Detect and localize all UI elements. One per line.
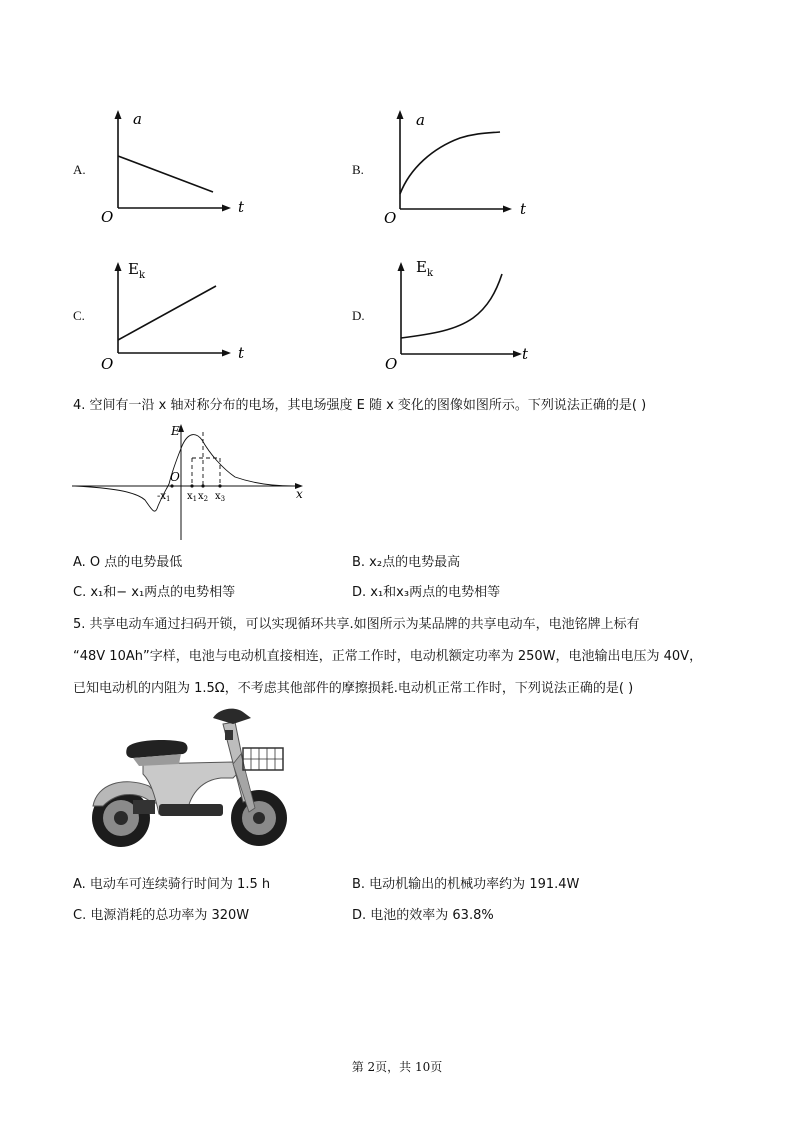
x-axis-arrow — [222, 205, 231, 212]
x-axis-arrow — [222, 350, 231, 357]
x-axis-arrow — [503, 206, 512, 213]
x1-label: $x_1$ — [187, 491, 198, 503]
q5-option-c: C. 电源消耗的总功率为 320W — [73, 908, 250, 923]
graph-d — [378, 252, 538, 372]
x-axis-label: t — [522, 345, 529, 363]
q5-line-3: 已知电动机的内阻为 1.5Ω，不考虑其他部件的摩擦损耗.电动机正常工作时，下列说法正确的是( ) — [73, 681, 634, 696]
q5-option-d: D. 电池的效率为 63.8% — [352, 908, 494, 923]
origin-label: O — [384, 209, 397, 226]
origin-label: O — [101, 208, 114, 226]
q4-stem: 4. 空间有一沿 x 轴对称分布的电场，其电场强度 E 随 x 变化的图像如图所示。下列说法正确的是( ) — [73, 398, 647, 413]
graph-b — [378, 108, 538, 226]
y-axis-arrow — [115, 262, 122, 271]
x-axis-label: t — [238, 198, 245, 216]
option-a-label: A. — [73, 162, 86, 177]
y-axis-arrow — [115, 110, 122, 119]
option-d-label: D. — [352, 308, 365, 323]
x-axis-arrow — [513, 351, 522, 358]
page-footer: 第 2页，共 10页 — [351, 1060, 443, 1074]
a-t-line — [118, 156, 213, 192]
ek-t-line — [118, 286, 216, 340]
q5-option-b: B. 电动机输出的机械功率约为 191.4W — [352, 877, 580, 892]
y-axis-label: $E_k$ — [128, 260, 146, 281]
graph-a — [95, 108, 255, 226]
q5-line-1: 5. 共享电动车通过扫码开锁，可以实现循环共享.如图所示为某品牌的共享电动车，电池铭牌上标有 — [73, 617, 640, 632]
x3-label: $x_3$ — [215, 491, 226, 503]
y-axis-label: $E_k$ — [416, 258, 434, 279]
origin-label: O — [385, 355, 398, 372]
q5-line-2: “48V 10Ah”字样，电池与电动机直接相连，正常工作时，电动机额定功率为 250W，电池输出电压为 40V， — [73, 649, 703, 664]
x-axis-label: x — [296, 487, 303, 501]
e-x-curve — [75, 435, 293, 512]
y-axis-label: a — [133, 110, 142, 128]
graph-c — [95, 252, 255, 372]
q4-option-a: A. O 点的电势最低 — [73, 555, 183, 570]
point-neg-x1 — [170, 484, 173, 487]
q5-option-a: A. 电动车可连续骑行时间为 1.5 h — [73, 877, 271, 892]
q4-option-d: D. x₁和x₃两点的电势相等 — [352, 585, 501, 600]
point-x3 — [218, 484, 221, 487]
option-c-label: C. — [73, 308, 85, 323]
x2-label: $x_2$ — [198, 491, 209, 503]
ek-t-curve — [401, 274, 502, 338]
y-axis-arrow — [397, 110, 404, 119]
y-axis-label: E — [171, 424, 180, 438]
q4-option-c: C. x₁和− x₁两点的电势相等 — [73, 585, 236, 600]
neg-x1-label: $-x_1$ — [157, 491, 171, 503]
x-axis-label: t — [520, 200, 527, 218]
point-x2 — [201, 484, 204, 487]
option-b-label: B. — [352, 162, 364, 177]
origin-label: O — [170, 470, 180, 484]
ebike-image — [83, 704, 293, 856]
point-x1 — [190, 484, 193, 487]
x-axis-label: t — [238, 344, 245, 362]
origin-label: O — [101, 355, 114, 372]
a-t-curve — [400, 132, 500, 194]
y-axis-label: a — [416, 111, 425, 129]
q4-option-b: B. x₂点的电势最高 — [352, 555, 461, 570]
q4-e-x-graph — [70, 418, 315, 546]
y-axis-arrow — [398, 262, 405, 271]
